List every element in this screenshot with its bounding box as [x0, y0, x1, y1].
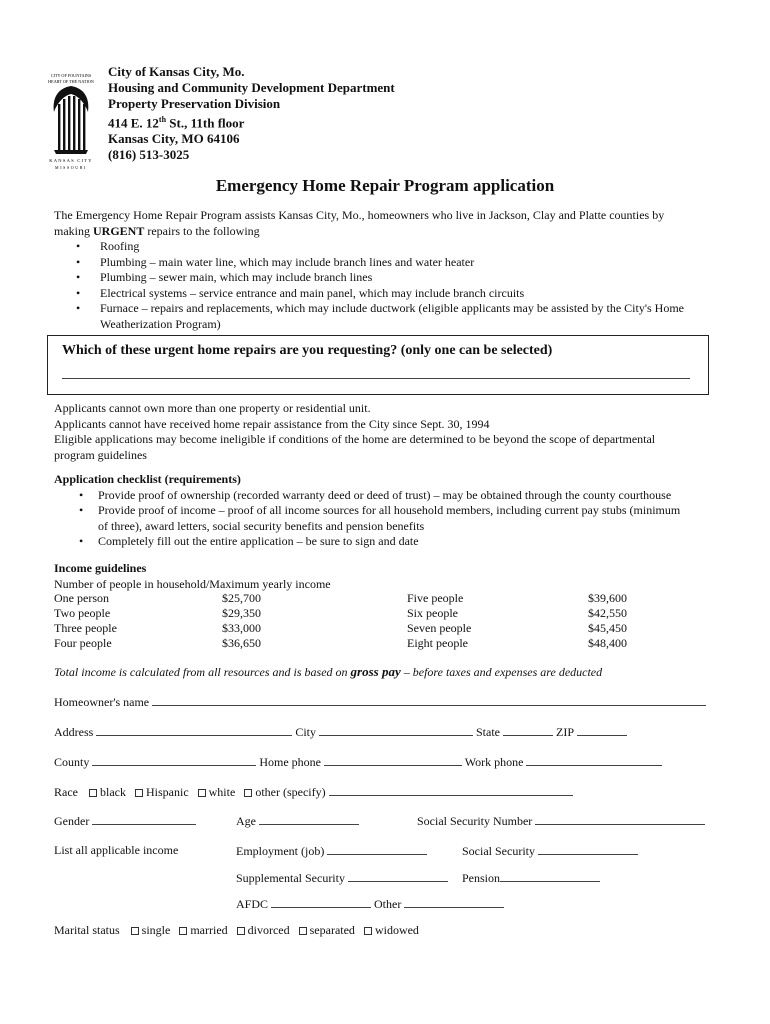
race-option-label: other (specify) — [255, 785, 326, 799]
gender-row — [54, 813, 196, 829]
checklist-section — [54, 472, 734, 550]
income-row: One person $25,700 — [54, 591, 261, 605]
eligibility-line: Eligible applications may become ineligible if conditions of the home are determined to be beyond the scope of departmental — [54, 432, 656, 446]
afdc-field[interactable] — [271, 896, 371, 908]
repair-bullet-continued: Weatherization Program) — [100, 316, 221, 331]
income-table-left — [54, 591, 261, 651]
marital-married-checkbox[interactable] — [179, 927, 187, 935]
age-field[interactable] — [259, 813, 359, 825]
supplemental-row — [236, 870, 448, 886]
income-heading: Income guidelines — [54, 561, 147, 575]
employment-row — [236, 843, 427, 859]
homeowner-name-label: Homeowner's name — [54, 695, 150, 709]
other-income-label: Other — [374, 897, 402, 911]
pension-label: Pension — [462, 871, 501, 885]
eligibility-line: Applicants cannot own more than one property or residential unit. — [54, 401, 371, 415]
income-list-label: List all applicable income — [54, 843, 179, 857]
home-phone-label: Home phone — [259, 755, 321, 769]
afdc-label: AFDC — [236, 897, 269, 911]
county-label: County — [54, 755, 90, 769]
work-phone-label: Work phone — [464, 755, 524, 769]
gender-label: Gender — [54, 814, 90, 828]
intro-line-2: making URGENT repairs to the following — [54, 223, 260, 238]
income-subheading: Number of people in household/Maximum yearly income — [54, 576, 331, 591]
marital-widowed-checkbox[interactable] — [364, 927, 372, 935]
intro-line-1: The Emergency Home Repair Program assists Kansas City, Mo., homeowners who live in Jackson, Clay and Platte counties by — [54, 208, 665, 222]
income-row: Eight people $48,400 — [407, 636, 627, 650]
employment-field[interactable] — [327, 843, 427, 855]
marital-row — [54, 923, 419, 938]
seal-text-top-1: CITY OF FOUNTAINS — [50, 73, 92, 78]
zip-field[interactable] — [577, 724, 627, 736]
marital-separated-checkbox[interactable] — [299, 927, 307, 935]
checklist-heading: Application checklist (requirements) — [54, 472, 241, 486]
repair-request-box — [47, 335, 709, 395]
work-phone-field[interactable] — [526, 754, 662, 766]
race-option-label: black — [99, 785, 126, 799]
address-label: Address — [54, 725, 94, 739]
eligibility-section — [54, 401, 734, 463]
income-row: Six people $42,550 — [407, 606, 627, 620]
department-header — [108, 64, 395, 163]
header-line-city: City of Kansas City, Mo. — [108, 64, 245, 79]
marital-divorced-checkbox[interactable] — [237, 927, 245, 935]
income-row: Seven people $45,450 — [407, 621, 627, 635]
income-row: Four people $36,650 — [54, 636, 261, 650]
repair-request-question: Which of these urgent home repairs are you requesting? (only one can be selected) — [62, 343, 553, 358]
homeowner-name-field[interactable] — [152, 694, 706, 706]
ssn-row — [417, 813, 705, 829]
race-label: Race — [54, 785, 78, 799]
race-black-checkbox[interactable] — [89, 789, 97, 797]
ssn-label: Social Security Number — [417, 814, 533, 828]
ssn-field[interactable] — [535, 813, 705, 825]
seal-text-bottom-1: KANSAS CITY — [49, 158, 93, 163]
header-line-street: 414 E. 12th St., 11th floor — [108, 115, 245, 131]
checklist-item: • Completely fill out the entire application – be sure to sign and date — [54, 534, 734, 550]
marital-label: Marital status — [54, 923, 120, 937]
city-field[interactable] — [319, 724, 473, 736]
employment-label: Employment (job) — [236, 844, 325, 858]
income-table-right — [407, 591, 627, 651]
checklist-item: • Provide proof of income – proof of all income sources for all household members, including current pay stubs (minimum — [54, 503, 734, 519]
seal-text-top-2: HEART OF THE NATION — [48, 79, 94, 84]
race-hispanic-checkbox[interactable] — [135, 789, 143, 797]
checklist-item-continued: of three), award letters, social security benefits and pension benefits — [98, 518, 425, 533]
income-row: Five people $39,600 — [407, 591, 627, 605]
social-security-row — [462, 843, 638, 859]
address-row — [54, 724, 627, 740]
zip-label: ZIP — [556, 725, 574, 739]
header-line-citystate: Kansas City, MO 64106 — [108, 131, 240, 147]
repair-bullet: • Electrical systems – service entrance and main panel, which may include branch circuits — [54, 286, 734, 302]
address-field[interactable] — [96, 724, 292, 736]
income-note: Total income is calculated from all resources and is based on gross pay – before taxes and expenses are deducted — [54, 664, 603, 679]
race-row — [54, 784, 573, 800]
repair-bullet: • Plumbing – sewer main, which may include branch lines — [54, 270, 734, 286]
marital-single-checkbox[interactable] — [131, 927, 139, 935]
state-label: State — [476, 725, 500, 739]
gender-field[interactable] — [92, 813, 196, 825]
race-option-label: Hispanic — [145, 785, 189, 799]
checklist-item: • Provide proof of ownership (recorded warranty deed or deed of trust) – may be obtained through the county courthouse — [54, 488, 734, 504]
repair-bullet: • Roofing — [54, 239, 734, 255]
pension-row — [462, 870, 600, 886]
phone-row — [54, 754, 662, 770]
supplemental-field[interactable] — [348, 870, 448, 882]
page-title: Emergency Home Repair Program application — [215, 176, 555, 195]
city-label: City — [295, 725, 316, 739]
repair-bullet: • Plumbing – main water line, which may include branch lines and water heater — [54, 255, 734, 271]
income-row: Three people $33,000 — [54, 621, 261, 635]
marital-option-label: separated — [309, 923, 355, 937]
pension-field[interactable] — [500, 870, 600, 882]
race-white-checkbox[interactable] — [198, 789, 206, 797]
marital-option-label: married — [190, 923, 228, 937]
social-security-label: Social Security — [462, 844, 535, 858]
eligibility-line: Applicants cannot have received home repair assistance from the City since Sept. 30, 1994 — [54, 416, 490, 431]
supplemental-label: Supplemental Security — [236, 871, 345, 885]
home-phone-field[interactable] — [324, 754, 462, 766]
race-option-label: white — [208, 785, 236, 799]
marital-option-label: single — [141, 923, 171, 937]
age-row — [236, 813, 359, 829]
repair-request-answer-line[interactable] — [62, 378, 690, 379]
marital-option-label: divorced — [247, 923, 290, 937]
social-security-field[interactable] — [538, 843, 638, 855]
marital-option-label: widowed — [374, 923, 419, 937]
header-line-division: Property Preservation Division — [108, 96, 281, 111]
header-line-department: Housing and Community Development Department — [108, 80, 395, 95]
county-field[interactable] — [92, 754, 256, 766]
afdc-row — [236, 896, 504, 912]
age-label: Age — [236, 814, 256, 828]
seal-text-bottom-2: MISSOURI — [55, 165, 87, 170]
state-field[interactable] — [503, 724, 553, 736]
income-guidelines-section — [54, 561, 734, 592]
income-row: Two people $29,350 — [54, 606, 261, 620]
repair-bullet: • Furnace – repairs and replacements, which may include ductwork (eligible applicants may be assisted by the City's Home — [54, 301, 734, 317]
header-line-phone: (816) 513-3025 — [108, 147, 190, 163]
race-other-field[interactable] — [329, 784, 573, 796]
eligibility-line: program guidelines — [54, 447, 147, 462]
city-seal-logo — [40, 72, 102, 172]
homeowner-name-row — [54, 694, 706, 710]
other-income-field[interactable] — [404, 896, 504, 908]
intro-section — [54, 208, 734, 332]
race-other-checkbox[interactable] — [244, 789, 252, 797]
